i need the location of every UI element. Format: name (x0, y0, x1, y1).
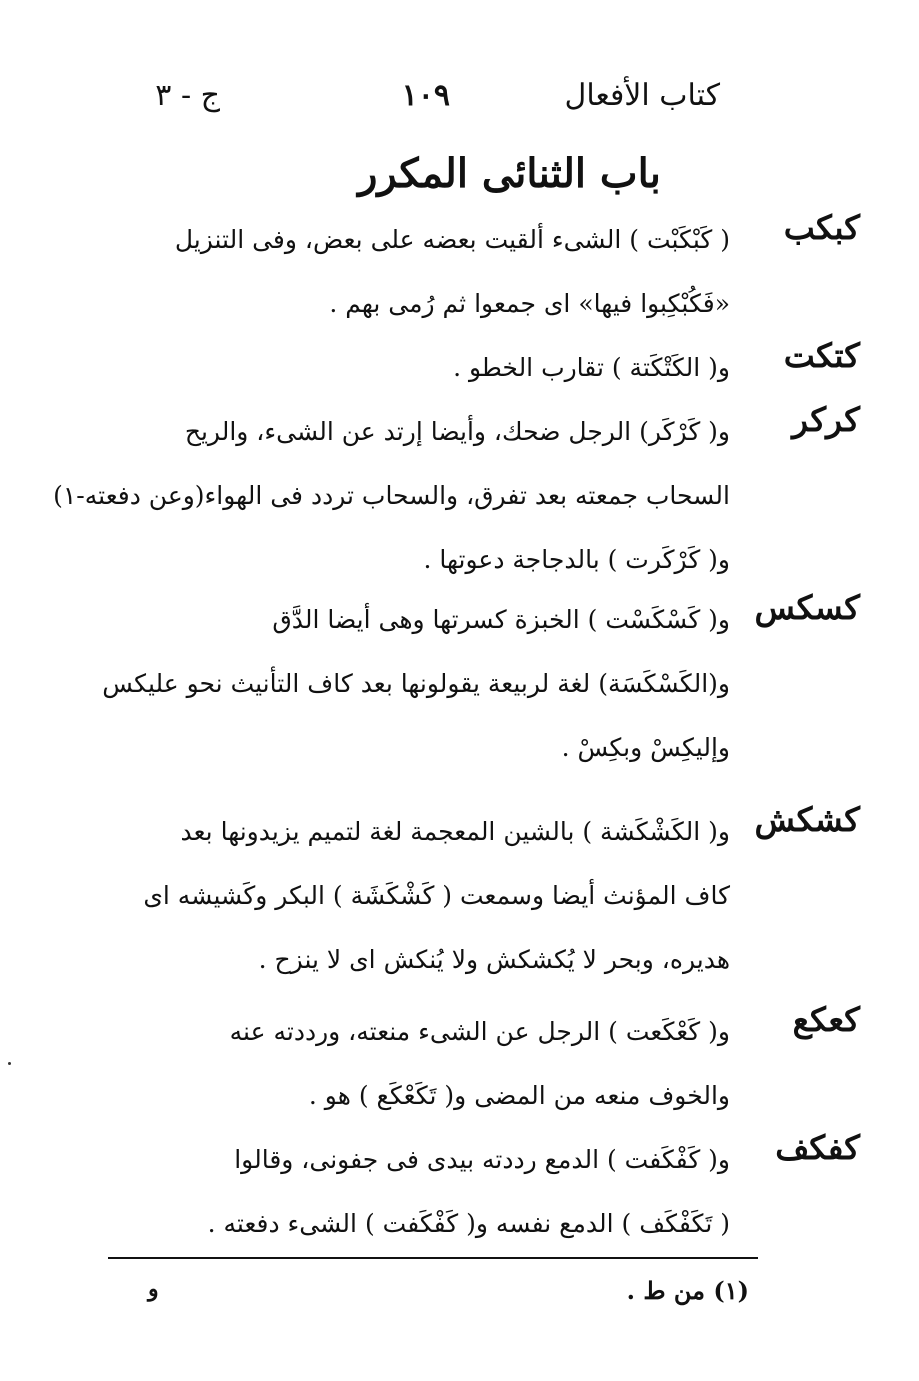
page-number: ١٠٩ (401, 78, 450, 113)
entry-headword: كبكب (783, 208, 860, 247)
gloss-line: هديره، وبحر لا يُكشكش ولا يُنكش اى لا ينزح . (258, 945, 730, 974)
entry-headword: كعكع (792, 1000, 860, 1039)
gloss-line: و( كَعْكَعت ) الرجل عن الشىء منعته، ورددته عنه (229, 1017, 730, 1046)
gloss-line: وإليكِسْ وبكِسْ . (561, 733, 730, 762)
running-book-title: كتاب الأفعال (564, 78, 720, 113)
gloss-line: و( الكَتْكَتة ) تقارب الخطو . (453, 353, 730, 382)
entry-headword: كتكت (783, 336, 860, 375)
entry-gloss (53, 400, 730, 592)
entry-gloss (100, 588, 730, 780)
entry-gloss (100, 1000, 730, 1128)
gloss-line: ( تَكَفْكَف ) الدمع نفسه و( كَفْكَفت ) الشىء دفعته . (207, 1209, 730, 1238)
gloss-line: و( كَسْكَسْت ) الخبزة كسرتها وهى أيضا الدَّق (272, 605, 730, 634)
chapter-title: باب الثنائى المكرر (358, 150, 661, 197)
entry-headword: كشكش (754, 800, 860, 839)
gloss-line: والخوف منعه من المضى و( تَكَعْكَع ) هو . (308, 1081, 730, 1110)
entry-headword: كفكف (775, 1128, 860, 1167)
gloss-line: ( كَبْكَبْت ) الشىء ألقيت بعضه على بعض، وفى التنزيل (174, 225, 730, 254)
entry-gloss (100, 1128, 730, 1256)
entry-headword: كسكس (754, 588, 860, 627)
entry-headword: كركر (792, 400, 860, 439)
gloss-line: و( كَرْكَرت ) بالدجاجة دعوتها . (423, 545, 730, 574)
gloss-line: السحاب جمعته بعد تفرق، والسحاب تردد فى الهواء(وعن دفعته-١) (53, 481, 730, 510)
entry-gloss (100, 208, 730, 336)
entry-gloss (100, 800, 730, 992)
volume-number: ج - ٣ (155, 78, 220, 113)
footnote-divider (108, 1257, 758, 1259)
gloss-line: و( الكَشْكَشة ) بالشين المعجمة لغة لتميم يزيدونها بعد (180, 817, 730, 846)
catchword: و (148, 1276, 159, 1302)
gloss-line: كاف المؤنث أيضا وسمعت ( كَشْكَشَة ) البكر وكَشيشه اى (143, 881, 730, 910)
footnote: (١) من ط . (626, 1276, 749, 1305)
running-header (120, 78, 720, 128)
gloss-line: و( كَفْكَفت ) الدمع رددته بيدى فى جفونى، وقالوا (234, 1145, 730, 1174)
stray-mark (8, 1062, 11, 1065)
gloss-line: «فَكُبْكِبوا فيها» اى جمعوا ثم رُمى بهم . (329, 289, 730, 318)
entry-gloss (100, 336, 730, 400)
gloss-line: و(الكَسْكَسَة) لغة لربيعة يقولونها بعد كاف التأنيث نحو عليكس (102, 669, 730, 698)
gloss-line: و( كَرْكَر) الرجل ضحك، وأيضا إرتد عن الشىء، والريح (184, 417, 730, 446)
